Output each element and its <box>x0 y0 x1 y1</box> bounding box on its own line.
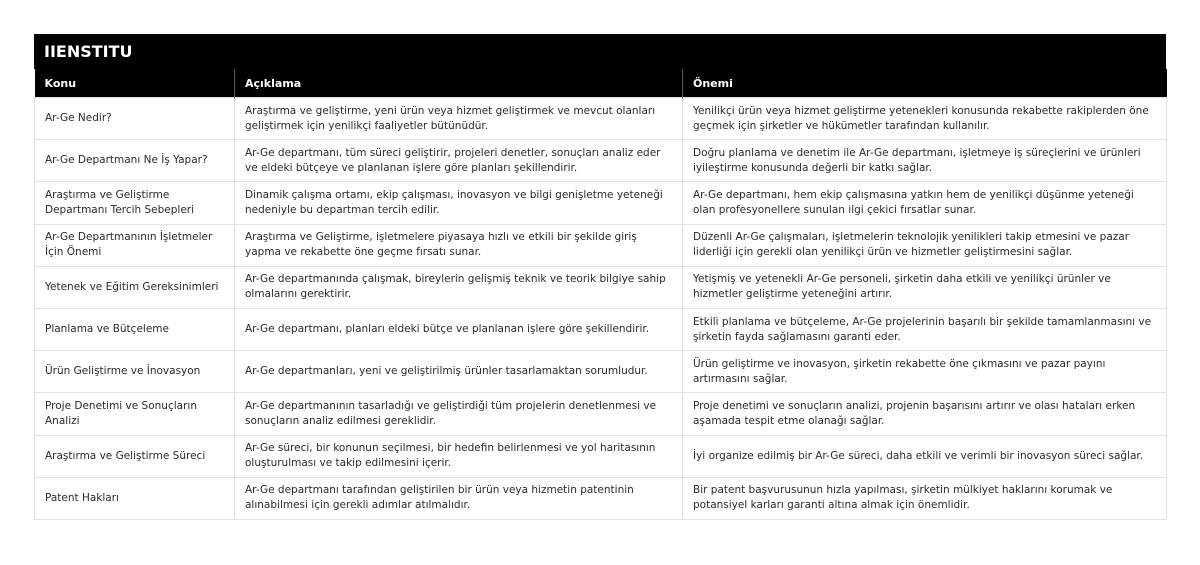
cell-onemi: İyi organize edilmiş bir Ar-Ge süreci, daha etkili ve verimli bir inovasyon süreci sağlar. <box>683 435 1167 477</box>
cell-aciklama: Araştırma ve Geliştirme, işletmelere piyasaya hızlı ve etkili bir şekilde giriş yapma ve rekabette öne geçme fırsatı sunar. <box>235 224 683 266</box>
cell-aciklama: Ar-Ge departmanları, yeni ve geliştirilmiş ürünler tasarlamaktan sorumludur. <box>235 351 683 393</box>
cell-aciklama: Ar-Ge departmanı, planları eldeki bütçe ve planlanan işlere göre şekillendirir. <box>235 308 683 350</box>
table-row <box>35 477 1167 519</box>
header-onemi: Önemi <box>683 69 1167 98</box>
header-row <box>35 69 1167 98</box>
table-row <box>35 182 1167 224</box>
cell-aciklama: Ar-Ge departmanının tasarladığı ve geliştirdiği tüm projelerin denetlenmesi ve sonuçların analiz edilmesi gereklidir. <box>235 393 683 435</box>
table-row <box>35 140 1167 182</box>
table-row <box>35 224 1167 266</box>
cell-konu: Araştırma ve Geliştirme Departmanı Tercih Sebepleri <box>35 182 235 224</box>
cell-onemi: Doğru planlama ve denetim ile Ar-Ge departmanı, işletmeye iş süreçlerini ve ürünleri iyileştirme konusunda değerli bir katkı sağlar. <box>683 140 1167 182</box>
cell-konu: Yetenek ve Eğitim Gereksinimleri <box>35 266 235 308</box>
table-row <box>35 98 1167 140</box>
cell-konu: Araştırma ve Geliştirme Süreci <box>35 435 235 477</box>
brand-title: IIENSTITU <box>34 34 1166 69</box>
cell-onemi: Yenilikçi ürün veya hizmet geliştirme yetenekleri konusunda rekabette rakiplerden öne geçmek için şirketler ve hükümetler tarafından kullanılır. <box>683 98 1167 140</box>
cell-konu: Ar-Ge Departmanının İşletmeler İçin Önemi <box>35 224 235 266</box>
cell-konu: Planlama ve Bütçeleme <box>35 308 235 350</box>
cell-konu: Patent Hakları <box>35 477 235 519</box>
cell-aciklama: Ar-Ge departmanı, tüm süreci geliştirir, projeleri denetler, sonuçları analiz eder ve eldeki bütçeye ve planlanan işlere göre planları şekillendirir. <box>235 140 683 182</box>
cell-konu: Proje Denetimi ve Sonuçların Analizi <box>35 393 235 435</box>
cell-aciklama: Ar-Ge süreci, bir konunun seçilmesi, bir hedefin belirlenmesi ve yol haritasının oluşturulması ve takip edilmesini içerir. <box>235 435 683 477</box>
data-table <box>34 69 1167 520</box>
table-container <box>34 34 1166 520</box>
table-header <box>35 69 1167 98</box>
cell-onemi: Bir patent başvurusunun hızla yapılması, şirketin mülkiyet haklarını korumak ve potansiyel karları garanti altına almak için önemlidir. <box>683 477 1167 519</box>
cell-aciklama: Ar-Ge departmanı tarafından geliştirilen bir ürün veya hizmetin patentinin alınabilmesi için gerekli adımlar atılmalıdır. <box>235 477 683 519</box>
cell-aciklama: Araştırma ve geliştirme, yeni ürün veya hizmet geliştirmek ve mevcut olanları geliştirmek için yenilikçi faaliyetler bütünüdür. <box>235 98 683 140</box>
cell-onemi: Ürün geliştirme ve inovasyon, şirketin rekabette öne çıkmasını ve pazar payını artırmasını sağlar. <box>683 351 1167 393</box>
cell-onemi: Ar-Ge departmanı, hem ekip çalışmasına yatkın hem de yenilikçi düşünme yeteneği olan profesyonellere sunulan ilgi çekici fırsatlar sunar. <box>683 182 1167 224</box>
header-konu: Konu <box>35 69 235 98</box>
table-row <box>35 266 1167 308</box>
header-aciklama: Açıklama <box>235 69 683 98</box>
cell-aciklama: Ar-Ge departmanında çalışmak, bireylerin gelişmiş teknik ve teorik bilgiye sahip olmalarını gerektirir. <box>235 266 683 308</box>
cell-onemi: Düzenli Ar-Ge çalışmaları, işletmelerin teknolojik yenilikleri takip etmesini ve pazar liderliği için gerekli olan yenilikçi ürün ve hizmetler geliştirmesini sağlar. <box>683 224 1167 266</box>
table-row <box>35 351 1167 393</box>
cell-onemi: Etkili planlama ve bütçeleme, Ar-Ge projelerinin başarılı bir şekilde tamamlanmasını ve şirketin fayda sağlamasını garanti eder. <box>683 308 1167 350</box>
cell-aciklama: Dinamik çalışma ortamı, ekip çalışması, inovasyon ve bilgi genişletme yeteneği nedeniyle bu departman tercih edilir. <box>235 182 683 224</box>
table-row <box>35 393 1167 435</box>
cell-konu: Ürün Geliştirme ve İnovasyon <box>35 351 235 393</box>
cell-konu: Ar-Ge Departmanı Ne İş Yapar? <box>35 140 235 182</box>
table-body <box>35 98 1167 520</box>
table-row <box>35 435 1167 477</box>
cell-onemi: Proje denetimi ve sonuçların analizi, projenin başarısını artırır ve olası hataları erken aşamada tespit etme olanağı sağlar. <box>683 393 1167 435</box>
cell-konu: Ar-Ge Nedir? <box>35 98 235 140</box>
table-row <box>35 308 1167 350</box>
cell-onemi: Yetişmiş ve yetenekli Ar-Ge personeli, şirketin daha etkili ve yenilikçi ürünler ve hizmetler geliştirme yeteneğini artırır. <box>683 266 1167 308</box>
